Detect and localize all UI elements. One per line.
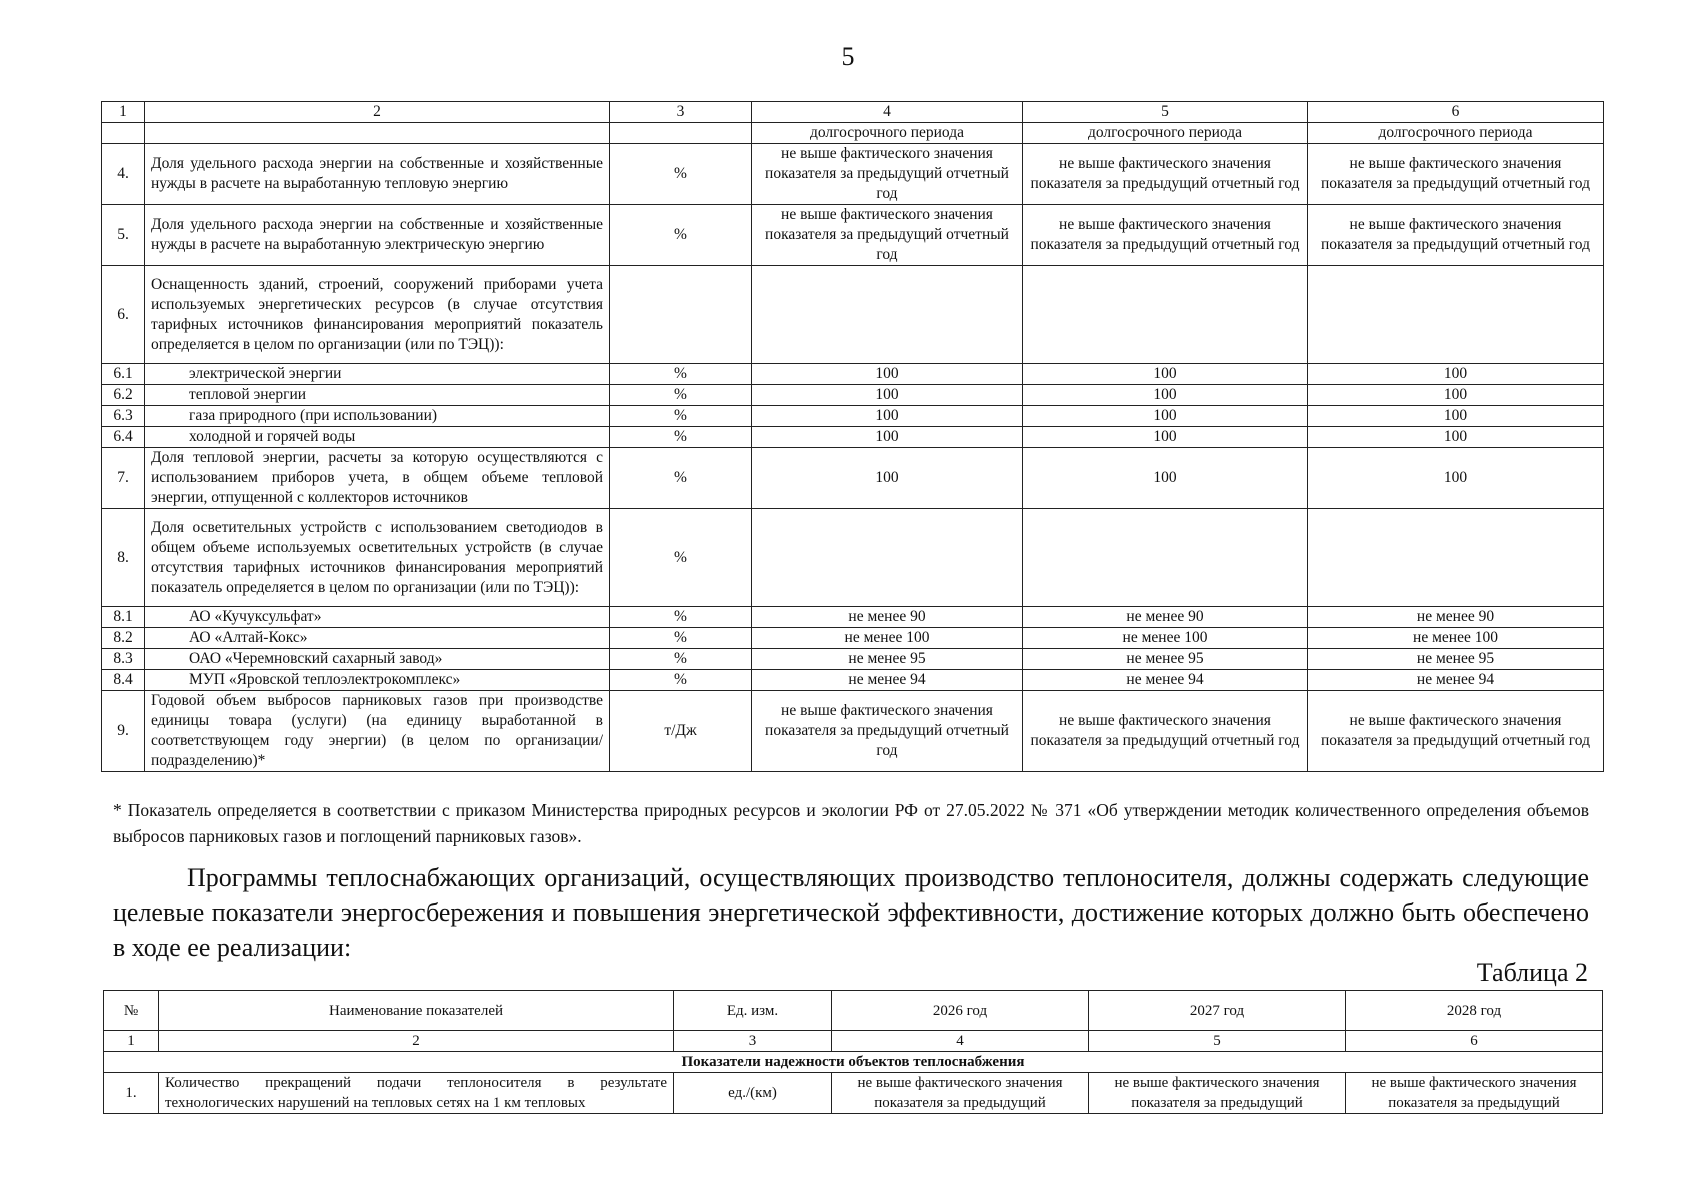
table-row: [102, 364, 1604, 385]
value-cell: не менее 90: [1023, 607, 1308, 628]
table-row: [102, 406, 1604, 427]
table-row: [102, 266, 1604, 364]
unit-cell: ед./(км): [674, 1073, 832, 1114]
column-number: 2: [159, 1031, 674, 1052]
value-cell: не выше фактического значения показателя за предыдущий: [1089, 1073, 1346, 1114]
value-cell: 100: [752, 427, 1023, 448]
indicator-name: Доля удельного расхода энергии на собственные и хозяйственные нужды в расчете на выработанную тепловую энергию: [145, 144, 610, 205]
column-number: 2: [145, 102, 610, 123]
row-number: 8.1: [102, 607, 145, 628]
page-number: 5: [841, 42, 855, 71]
indicator-name: Количество прекращений подачи теплоносителя в результате технологических нарушений на тепловых сетях на 1 км тепловых: [159, 1073, 674, 1114]
table-row: [102, 448, 1604, 509]
row-number: 8.2: [102, 628, 145, 649]
indicator-name: ОАО «Черемновский сахарный завод»: [145, 649, 610, 670]
row-number: 6.2: [102, 385, 145, 406]
column-number: 5: [1023, 102, 1308, 123]
column-header: Наименование показателей: [159, 991, 674, 1031]
empty-cell: [145, 123, 610, 144]
row-number: 8.4: [102, 670, 145, 691]
column-number: 3: [610, 102, 752, 123]
indicator-name: Оснащенность зданий, строений, сооружений приборами учета используемых энергетических ресурсов (в случае отсутствия тарифных источников финансирования мероприятий показатель определяется в целом по организации (или по ТЭЦ)):: [145, 266, 610, 364]
value-cell: не выше фактического значения показателя за предыдущий: [1346, 1073, 1603, 1114]
unit-cell: %: [610, 385, 752, 406]
unit-cell: %: [610, 427, 752, 448]
period-label: долгосрочного периода: [1308, 123, 1604, 144]
row-number: 9.: [102, 691, 145, 772]
value-cell: не выше фактического значения показателя за предыдущий отчетный год: [1023, 205, 1308, 266]
value-cell: 100: [1023, 364, 1308, 385]
unit-cell: %: [610, 649, 752, 670]
value-cell: не выше фактического значения показателя за предыдущий отчетный год: [1308, 691, 1604, 772]
row-number: 8.: [102, 509, 145, 607]
footnote: * Показатель определяется в соответствии с приказом Министерства природных ресурсов и экологии РФ от 27.05.2022 № 371 «Об утверждении методик количественного определения объемов выбросов парниковых газов и поглощений парниковых газов».: [113, 800, 1589, 846]
value-cell: не менее 94: [1023, 670, 1308, 691]
value-cell: 100: [1308, 385, 1604, 406]
value-cell: [1308, 509, 1604, 607]
value-cell: не менее 94: [1308, 670, 1604, 691]
value-cell: не менее 95: [752, 649, 1023, 670]
column-number-row: [102, 102, 1604, 123]
value-cell: 100: [1023, 427, 1308, 448]
unit-cell: %: [610, 448, 752, 509]
row-number: 1.: [104, 1073, 159, 1114]
indicators-table-continued: [101, 101, 1604, 772]
row-number: 5.: [102, 205, 145, 266]
value-cell: 100: [1023, 385, 1308, 406]
column-header: Ед. изм.: [674, 991, 832, 1031]
section-row: [104, 1052, 1603, 1073]
table-row: [104, 1073, 1603, 1114]
table-row: [102, 144, 1604, 205]
value-cell: не менее 95: [1023, 649, 1308, 670]
value-cell: [1023, 266, 1308, 364]
unit-cell: %: [610, 670, 752, 691]
indicator-name: АО «Алтай-Кокс»: [145, 628, 610, 649]
value-cell: не выше фактического значения показателя за предыдущий отчетный год: [752, 144, 1023, 205]
unit-cell: %: [610, 628, 752, 649]
value-cell: не менее 90: [1308, 607, 1604, 628]
unit-cell: %: [610, 364, 752, 385]
value-cell: [752, 266, 1023, 364]
header-row: [104, 991, 1603, 1031]
value-cell: [1023, 509, 1308, 607]
value-cell: 100: [1308, 364, 1604, 385]
row-number: 8.3: [102, 649, 145, 670]
column-number: 1: [102, 102, 145, 123]
table-row: [102, 607, 1604, 628]
column-header: №: [104, 991, 159, 1031]
indicators-table-2: [103, 990, 1603, 1114]
value-cell: не менее 95: [1308, 649, 1604, 670]
row-number: 6.: [102, 266, 145, 364]
row-number: 7.: [102, 448, 145, 509]
row-number: 6.4: [102, 427, 145, 448]
indicator-name: холодной и горячей воды: [145, 427, 610, 448]
value-cell: не выше фактического значения показателя за предыдущий отчетный год: [1023, 144, 1308, 205]
value-cell: 100: [1023, 406, 1308, 427]
table-caption: Таблица 2: [1476, 958, 1588, 987]
column-number-row: [104, 1031, 1603, 1052]
indicator-name: МУП «Яровской теплоэлектрокомплекс»: [145, 670, 610, 691]
value-cell: [752, 509, 1023, 607]
column-number: 6: [1346, 1031, 1603, 1052]
value-cell: [1308, 266, 1604, 364]
value-cell: 100: [752, 364, 1023, 385]
table-row: [102, 427, 1604, 448]
value-cell: 100: [752, 448, 1023, 509]
value-cell: 100: [752, 406, 1023, 427]
column-header: 2027 год: [1089, 991, 1346, 1031]
period-row: [102, 123, 1604, 144]
table-row: [102, 385, 1604, 406]
unit-cell: %: [610, 509, 752, 607]
column-number: 1: [104, 1031, 159, 1052]
value-cell: 100: [1308, 406, 1604, 427]
table-row: [102, 670, 1604, 691]
empty-cell: [102, 123, 145, 144]
value-cell: 100: [1023, 448, 1308, 509]
column-header: 2026 год: [832, 991, 1089, 1031]
period-label: долгосрочного периода: [752, 123, 1023, 144]
unit-cell: %: [610, 607, 752, 628]
value-cell: не выше фактического значения показателя за предыдущий отчетный год: [752, 691, 1023, 772]
indicator-name: АО «Кучуксульфат»: [145, 607, 610, 628]
indicator-name: Доля удельного расхода энергии на собственные и хозяйственные нужды в расчете на выработанную электрическую энергию: [145, 205, 610, 266]
value-cell: не менее 100: [1023, 628, 1308, 649]
value-cell: не менее 90: [752, 607, 1023, 628]
unit-cell: %: [610, 144, 752, 205]
value-cell: 100: [1308, 448, 1604, 509]
section-title: Показатели надежности объектов теплоснабжения: [104, 1052, 1603, 1073]
column-number: 5: [1089, 1031, 1346, 1052]
table-row: [102, 205, 1604, 266]
column-number: 4: [832, 1031, 1089, 1052]
value-cell: не менее 94: [752, 670, 1023, 691]
value-cell: 100: [1308, 427, 1604, 448]
column-number: 6: [1308, 102, 1604, 123]
row-number: 6.1: [102, 364, 145, 385]
unit-cell: %: [610, 406, 752, 427]
table-row: [102, 691, 1604, 772]
row-number: 6.3: [102, 406, 145, 427]
value-cell: не менее 100: [752, 628, 1023, 649]
indicator-name: газа природного (при использовании): [145, 406, 610, 427]
value-cell: не выше фактического значения показателя за предыдущий: [832, 1073, 1089, 1114]
table-row: [102, 509, 1604, 607]
period-label: долгосрочного периода: [1023, 123, 1308, 144]
column-number: 4: [752, 102, 1023, 123]
empty-cell: [610, 123, 752, 144]
value-cell: не выше фактического значения показателя за предыдущий отчетный год: [1023, 691, 1308, 772]
indicator-name: электрической энергии: [145, 364, 610, 385]
unit-cell: %: [610, 205, 752, 266]
row-number: 4.: [102, 144, 145, 205]
value-cell: не выше фактического значения показателя за предыдущий отчетный год: [1308, 144, 1604, 205]
unit-cell: т/Дж: [610, 691, 752, 772]
body-paragraph: Программы теплоснабжающих организаций, осуществляющих производство теплоносителя, должны содержать следующие целевые показатели энергосбережения и повышения энергетической эффективности, достижение которых должно быть обеспечено в ходе ее реализации:: [113, 863, 1589, 962]
indicator-name: тепловой энергии: [145, 385, 610, 406]
column-number: 3: [674, 1031, 832, 1052]
indicator-name: Доля тепловой энергии, расчеты за которую осуществляются с использованием приборов учета, в общем объеме тепловой энергии, отпущенной с коллекторов источников: [145, 448, 610, 509]
unit-cell: [610, 266, 752, 364]
value-cell: 100: [752, 385, 1023, 406]
table-row: [102, 649, 1604, 670]
table-row: [102, 628, 1604, 649]
value-cell: не выше фактического значения показателя за предыдущий отчетный год: [752, 205, 1023, 266]
value-cell: не выше фактического значения показателя за предыдущий отчетный год: [1308, 205, 1604, 266]
indicator-name: Годовой объем выбросов парниковых газов при производстве единицы товара (услуги) (на единицу выработанной в соответствующем году энергии) (в целом по организации/подразделению)*: [145, 691, 610, 772]
value-cell: не менее 100: [1308, 628, 1604, 649]
column-header: 2028 год: [1346, 991, 1603, 1031]
indicator-name: Доля осветительных устройств с использованием светодиодов в общем объеме используемых осветительных устройств (в случае отсутствия тарифных источников финансирования мероприятий показатель определяется в целом по организации (или по ТЭЦ)):: [145, 509, 610, 607]
